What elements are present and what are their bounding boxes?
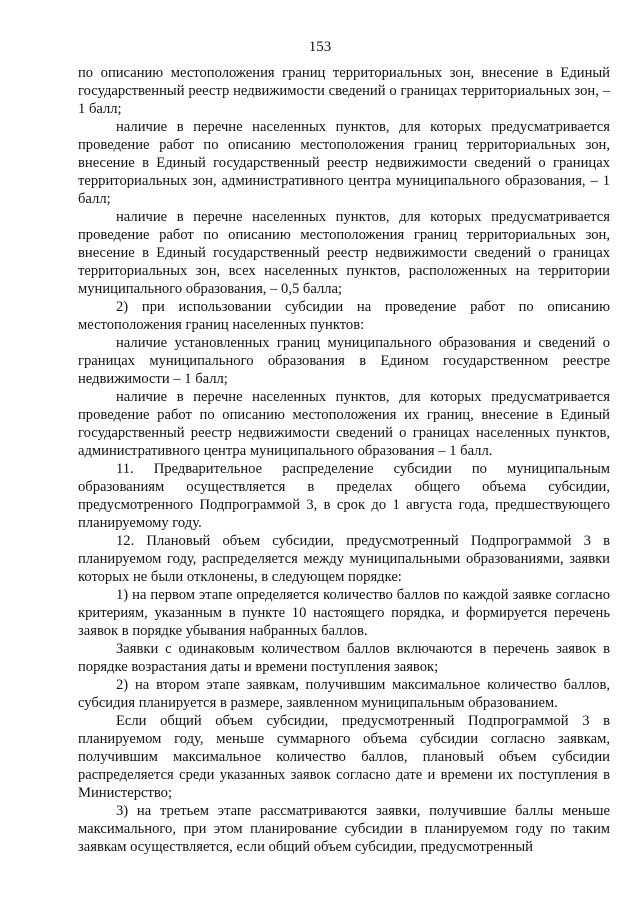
paragraph: 3) на третьем этапе рассматриваются заявки, получившие баллы меньше максимального, при этом планирование субсидии в планируемом году по таким заявкам осуществляется, если общий объем субсидии, предусмотренный xyxy=(78,803,610,855)
paragraph: 2) при использовании субсидии на проведение работ по описанию местоположения границ населенных пунктов: xyxy=(78,299,610,333)
paragraph: наличие установленных границ муниципального образования и сведений о границах муниципального образования в Едином государственном реестре недвижимости – 1 балл; xyxy=(78,335,610,387)
paragraph: наличие в перечне населенных пунктов, для которых предусматривается проведение работ по описанию местоположения их границ, внесение в Единый государственный реестр недвижимости сведений о границах населенных пунктов, административного центра муниципального образования – 1 балл. xyxy=(78,389,610,459)
document-body xyxy=(78,64,610,856)
paragraph: наличие в перечне населенных пунктов, для которых предусматривается проведение работ по описанию местоположения границ территориальных зон, внесение в Единый государственный реестр недвижимости сведений о границах территориальных зон, всех населенных пунктов, расположенных на территории муниципального образования, – 0,5 балла; xyxy=(78,209,610,297)
paragraph-item-11: 11. Предварительное распределение субсидии по муниципальным образованиям осуществляется в пределах общего объема субсидии, предусмотренного Подпрограммой 3, в срок до 1 августа года, предшествующего планируемому году. xyxy=(78,461,610,531)
paragraph: 1) на первом этапе определяется количество баллов по каждой заявке согласно критериям, указанным в пункте 10 настоящего порядка, и формируется перечень заявок в порядке убывания набранных баллов. xyxy=(78,587,610,639)
paragraph: Заявки с одинаковым количеством баллов включаются в перечень заявок в порядке возрастания даты и времени поступления заявок; xyxy=(78,641,610,675)
paragraph: Если общий объем субсидии, предусмотренный Подпрограммой 3 в планируемом году, меньше суммарного объема субсидии согласно заявкам, получившим максимальное количество баллов, плановый объем субсидии распределяется среди указанных заявок согласно дате и времени их поступления в Министерство; xyxy=(78,713,610,801)
paragraph: 2) на втором этапе заявкам, получившим максимальное количество баллов, субсидия планируется в размере, заявленном муниципальным образованием. xyxy=(78,677,610,711)
paragraph-item-12: 12. Плановый объем субсидии, предусмотренный Подпрограммой 3 в планируемом году, распределяется между муниципальными образованиями, заявки которых не были отклонены, в следующем порядке: xyxy=(78,533,610,585)
paragraph: наличие в перечне населенных пунктов, для которых предусматривается проведение работ по описанию местоположения границ территориальных зон, внесение в Единый государственный реестр недвижимости сведений о границах территориальных зон, административного центра муниципального образования, – 1 балл; xyxy=(78,119,610,207)
paragraph-continuation: по описанию местоположения границ территориальных зон, внесение в Единый государственный реестр недвижимости сведений о границах территориальных зон, – 1 балл; xyxy=(78,65,610,117)
page-number: 153 xyxy=(308,39,332,55)
